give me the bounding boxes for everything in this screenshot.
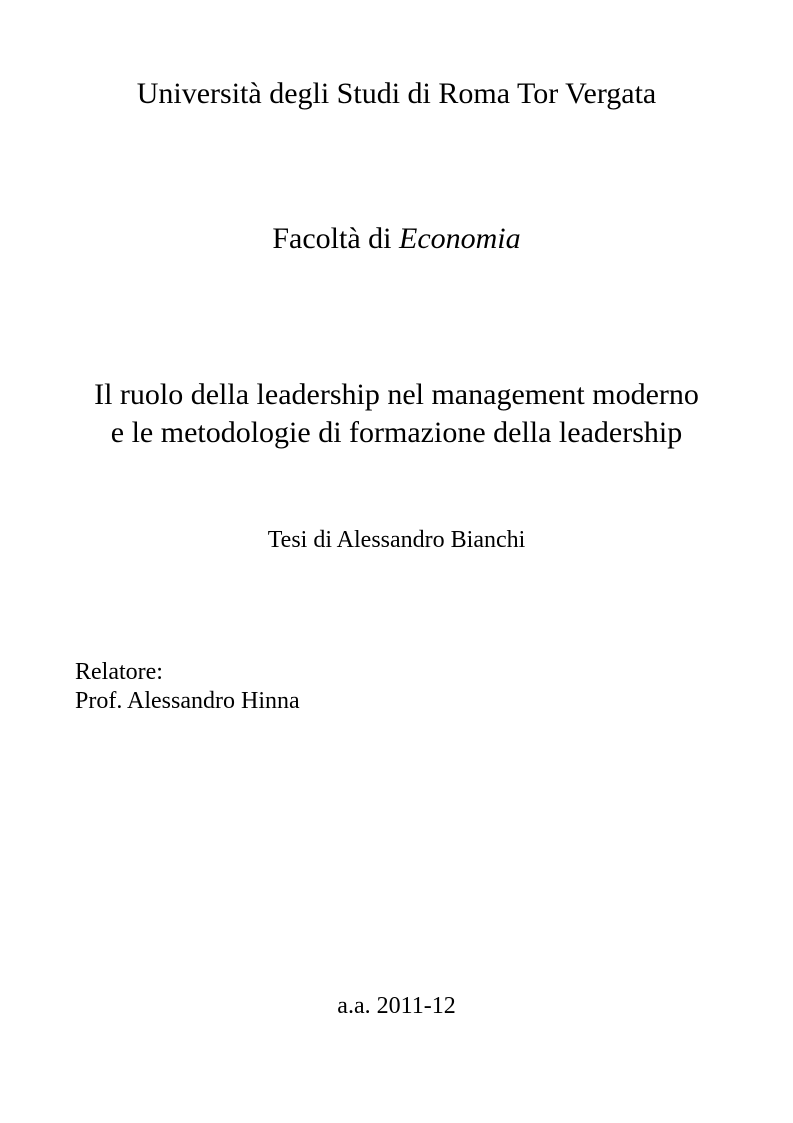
faculty-line: [0, 224, 793, 254]
author-line: Tesi di Alessandro Bianchi: [267, 527, 526, 553]
thesis-title-line-1: Il ruolo della leadership nel management moderno: [94, 378, 699, 411]
advisor-name: Prof. Alessandro Hinna: [75, 688, 300, 714]
thesis-title-line-2: e le metodologie di formazione della leadership: [110, 416, 683, 449]
university-name: Università degli Studi di Roma Tor Vergata: [136, 77, 657, 110]
faculty-name: Economia: [399, 222, 521, 255]
academic-year: a.a. 2011-12: [337, 993, 456, 1019]
faculty-prefix: Facoltà di: [272, 222, 392, 255]
advisor-label: Relatore:: [75, 659, 163, 685]
